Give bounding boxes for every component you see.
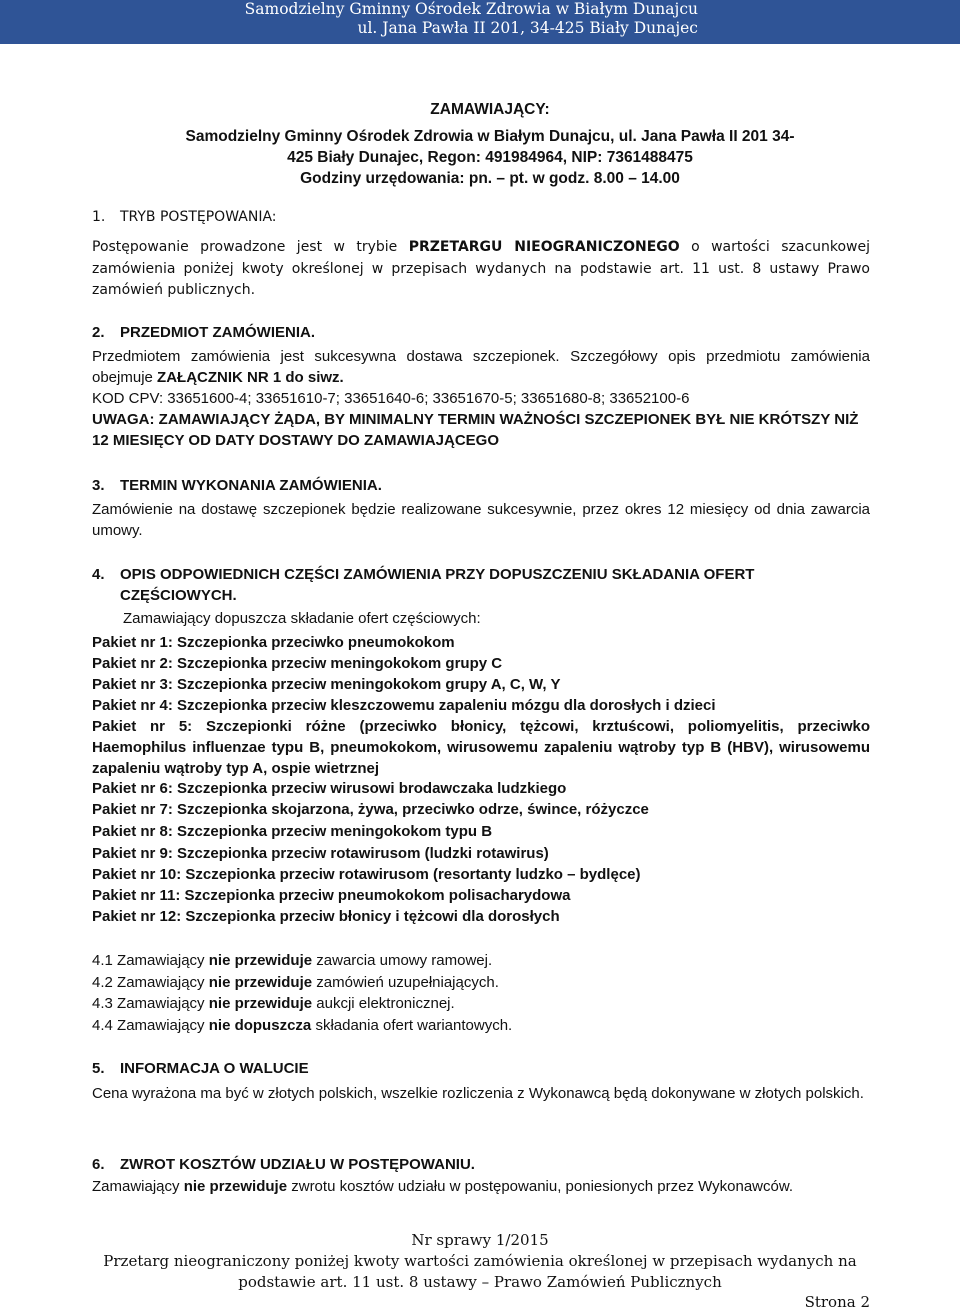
sub-4-4: [92, 1015, 870, 1036]
zamawiajacy-hours: Godziny urzędowania: pn. – pt. w godz. 8.00 – 14.00: [300, 170, 680, 187]
section-2-uwaga: UWAGA: ZAMAWIAJĄCY ŻĄDA, BY MINIMALNY TERMIN WAŻNOŚCI SZCZEPIONEK BYŁ NIE KRÓTSZY NIŻ 12 MIESIĘCY OD DATY DOSTAWY DO ZAMAWIAJĄCEGO: [92, 411, 859, 449]
sub-text-c: zamówień uzupełniających.: [316, 974, 499, 991]
pakiet-9: Pakiet nr 9: Szczepionka przeciw rotawirusom (ludzki rotawirus): [92, 845, 549, 862]
section-1-text-a: Postępowanie prowadzone jest w trybie: [92, 239, 398, 255]
pakiet-11: Pakiet nr 11: Szczepionka przeciw pneumokokom polisacharydowa: [92, 887, 571, 904]
sub-4-2: [92, 972, 870, 993]
section-5-number: 5.: [92, 1060, 105, 1077]
section-1-text-b: o wartości szacunkowej zamówienia poniżej kwoty określonej w przepisach wydanych na podstawie art. 11 ust. 8 ustawy Prawo zamówień publicznych.: [92, 239, 871, 298]
pakiet-8: Pakiet nr 8: Szczepionka przeciw meningokokom typu B: [92, 823, 493, 840]
pakiet-7: Pakiet nr 7: Szczepionka skojarzona, żywa, przeciwko odrze, śwince, różyczce: [92, 801, 649, 818]
section-2-number: 2.: [92, 324, 105, 341]
section-4-title-cont: [92, 585, 870, 606]
header-org-name: Samodzielny Gminny Ośrodek Zdrowia w Białym Dunajcu: [244, 0, 698, 18]
section-6-heading: [92, 1154, 870, 1175]
section-6-title: ZWROT KOSZTÓW UDZIAŁU W POSTĘPOWANIU.: [120, 1156, 475, 1173]
section-6-number: 6.: [92, 1156, 105, 1173]
footer-line-2: Przetarg nieograniczony poniżej kwoty wartości zamówienia określonej w przepisach wydanych na: [103, 1252, 857, 1270]
section-5-heading: [92, 1058, 870, 1079]
pakiet-2: Pakiet nr 2: Szczepionka przeciw meningokokom grupy C: [92, 655, 503, 672]
section-2-text-a: Przedmiotem zamówienia jest sukcesywna dostawa szczepionek. Szczegółowy opis przedmiotu zamówienia obejmuje: [92, 348, 870, 386]
section-5-title: INFORMACJA O WALUCIE: [120, 1060, 309, 1077]
sub-4-1: [92, 950, 870, 971]
pakiet-5: Pakiet nr 5: Szczepionki różne (przeciwko błonicy, tężcowi, krztuścowi, poliomyelitis, przeciwko Haemophilus influenzae typu B, pneumokokom, wirusowemu zapaleniu wątroby typ B (HBV), wirusowemu zapaleniu wątroby typ A, ospie wietrznej: [92, 718, 870, 777]
section-6-text: [92, 1176, 870, 1197]
section-6-text-bold: nie przewiduje: [183, 1178, 288, 1195]
sub-number: 4.2: [92, 974, 113, 991]
section-1-title: TRYB POSTĘPOWANIA:: [120, 209, 277, 225]
sub-text-a: Zamawiający: [117, 995, 205, 1012]
page-number: Strona 2: [804, 1293, 870, 1310]
section-1-text-bold: PRZETARGU NIEOGRANICZONEGO: [408, 239, 680, 255]
section-1-heading: [92, 207, 870, 228]
sub-text-bold: nie przewiduje: [208, 974, 313, 991]
section-6-text-a: Zamawiający: [92, 1178, 180, 1195]
section-3-text: Zamówienie na dostawę szczepionek będzie realizowane sukcesywnie, przez okres 12 miesięcy od dnia zawarcia umowy.: [92, 501, 870, 539]
section-2-heading: [92, 322, 870, 343]
pakiet-10: Pakiet nr 10: Szczepionka przeciw rotawirusom (resortanty ludzko – bydlęce): [92, 866, 641, 883]
pakiet-3: Pakiet nr 3: Szczepionka przeciw meningokokom grupy A, C, W, Y: [92, 676, 561, 693]
section-4-intro: Zamawiający dopuszcza składanie ofert częściowych:: [123, 610, 481, 627]
header-address: ul. Jana Pawła II 201, 34-425 Biały Dunajec: [357, 19, 698, 37]
footer-line-3: podstawie art. 11 ust. 8 ustawy – Prawo Zamówień Publicznych: [238, 1273, 722, 1291]
sub-text-c: aukcji elektronicznej.: [316, 995, 455, 1012]
section-3-number: 3.: [92, 477, 105, 494]
section-2-title: PRZEDMIOT ZAMÓWIENIA.: [120, 324, 315, 341]
sub-text-c: zawarcia umowy ramowej.: [316, 952, 493, 969]
section-3-heading: [92, 475, 870, 496]
sub-number: 4.3: [92, 995, 113, 1012]
sub-4-3: [92, 993, 870, 1014]
sub-text-c: składania ofert wariantowych.: [315, 1017, 513, 1034]
sub-text-bold: nie przewiduje: [208, 995, 313, 1012]
section-4-number: 4.: [92, 566, 105, 583]
zamawiajacy-line-2: 425 Biały Dunajec, Regon: 491984964, NIP: 7361488475: [287, 149, 693, 166]
pakiet-1: Pakiet nr 1: Szczepionka przeciwko pneumokokom: [92, 634, 455, 651]
section-4-title-2: CZĘŚCIOWYCH.: [120, 587, 237, 604]
sub-text-bold: nie przewiduje: [208, 952, 313, 969]
section-2-paragraph: [92, 346, 870, 388]
section-4-heading: [92, 564, 870, 585]
section-2-cpv-codes: KOD CPV: 33651600-4; 33651610-7; 33651640-6; 33651670-5; 33651680-8; 33652100-6: [92, 390, 690, 407]
section-6-text-c: zwrotu kosztów udziału w postępowaniu, poniesionych przez Wykonawców.: [291, 1178, 794, 1195]
sub-number: 4.4: [92, 1017, 113, 1034]
zamawiajacy-line-1: Samodzielny Gminny Ośrodek Zdrowia w Białym Dunajcu, ul. Jana Pawła II 201 34-: [185, 128, 795, 145]
sub-text-bold: nie dopuszcza: [208, 1017, 312, 1034]
section-1-number: 1.: [92, 209, 106, 225]
zamawiajacy-label: ZAMAWIAJĄCY:: [430, 101, 550, 118]
page-header: [0, 0, 960, 44]
sub-number: 4.1: [92, 952, 113, 969]
section-4-title: OPIS ODPOWIEDNICH CZĘŚCI ZAMÓWIENIA PRZY DOPUSZCZENIU SKŁADANIA OFERT: [120, 566, 755, 583]
pakiet-4: Pakiet nr 4: Szczepionka przeciw kleszczowemu zapaleniu mózgu dla dorosłych i dzieci: [92, 697, 716, 714]
section-5-text: Cena wyrażona ma być w złotych polskich, wszelkie rozliczenia z Wykonawcą będą dokonywane w złotych polskich.: [92, 1085, 864, 1102]
sub-text-a: Zamawiający: [117, 974, 205, 991]
section-3-title: TERMIN WYKONANIA ZAMÓWIENIA.: [120, 477, 382, 494]
section-2-text-bold: ZAŁĄCZNIK NR 1 do siwz.: [157, 369, 344, 386]
sub-text-a: Zamawiający: [117, 952, 205, 969]
pakiet-12: Pakiet nr 12: Szczepionka przeciw błonicy i tężcowi dla dorosłych: [92, 908, 560, 925]
footer-case-number: Nr sprawy 1/2015: [411, 1231, 549, 1249]
pakiet-6: Pakiet nr 6: Szczepionka przeciw wirusowi brodawczaka ludzkiego: [92, 780, 567, 797]
sub-text-a: Zamawiający: [117, 1017, 205, 1034]
section-1-paragraph: [92, 237, 870, 302]
